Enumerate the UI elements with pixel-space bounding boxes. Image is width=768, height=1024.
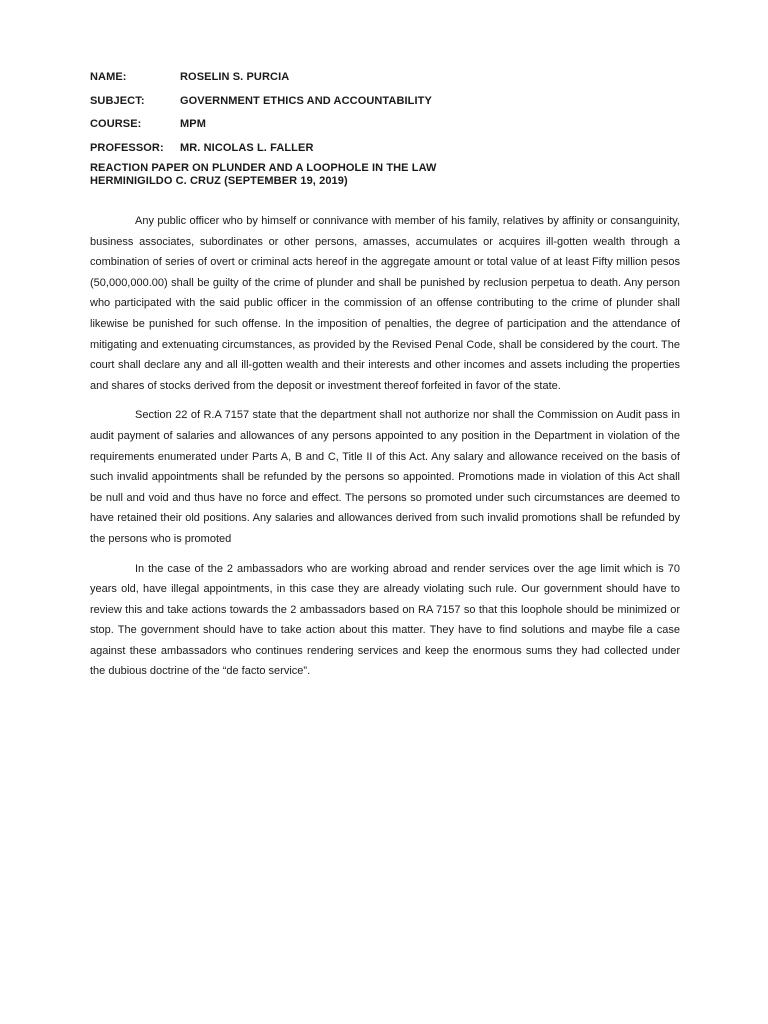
- paper-title: [90, 162, 680, 188]
- subject-label: SUBJECT:: [90, 94, 145, 107]
- paper-body: [90, 211, 680, 682]
- professor-value: MR. NICOLAS L. FALLER: [180, 141, 314, 154]
- professor-label: PROFESSOR:: [90, 141, 164, 154]
- paper-title-line-1: REACTION PAPER ON PLUNDER AND A LOOPHOLE IN THE LAW: [90, 162, 437, 174]
- header-professor-row: [90, 141, 680, 156]
- header-name-row: [90, 70, 680, 85]
- name-label: NAME:: [90, 71, 127, 83]
- subject-value: GOVERNMENT ETHICS AND ACCOUNTABILITY: [180, 94, 432, 107]
- course-value: MPM: [180, 118, 206, 130]
- paragraph-2: Section 22 of R.A 7157 state that the department shall not authorize nor shall the Commission on Audit pass in audit payment of salaries and allowances of any persons appointed to any position in the Department in violation of the requirements enumerated under Parts A, B and C, Title II of this Act. Any salary and allowance received on the basis of such invalid appointments shall be refunded by the persons so appointed. Promotions made in violation of this Act shall be null and void and thus have no force and effect. The persons so promoted under such circumstances are deemed to have retained their old positions. Any salaries and allowances derived from such invalid promotions shall be refunded by the persons who is promoted: [90, 409, 680, 545]
- document-page: [90, 70, 680, 691]
- paper-title-line-2: HERMINIGILDO C. CRUZ (SEPTEMBER 19, 2019): [90, 175, 348, 187]
- header-subject-row: [90, 94, 680, 109]
- paragraph-3: In the case of the 2 ambassadors who are working abroad and render services over the age limit which is 70 years old, have illegal appointments, in this case they are already violating such rule. Our government should have to review this and take actions towards the 2 ambassadors based on RA 7157 so that this loophole should be minimized or stop. The government should have to take action about this matter. They have to find solutions and maybe file a case against these ambassadors who continues rendering services and keep the enormous sums they had collected under the dubious doctrine of the “de facto service”.: [90, 562, 680, 678]
- course-label: COURSE:: [90, 118, 142, 130]
- paragraph-1: Any public officer who by himself or connivance with member of his family, relatives by affinity or consanguinity, business associates, subordinates or other persons, amasses, accumulates or acquires ill-gotten wealth through a combination of series of overt or criminal acts hereof in the aggregate amount or total value of at least Fifty million pesos (50,000,000.00) shall be guilty of the crime of plunder and shall be punished by reclusion perpetua to death. Any person who participated with the said public officer in the commission of an offense contributing to the crime of plunder shall likewise be punished for such offense. In the imposition of penalties, the degree of participation and the attendance of mitigating and extenuating circumstances, as provided by the Revised Penal Code, shall be considered by the court. The court shall declare any and all ill-gotten wealth and their interests and other incomes and assets including the properties and shares of stocks derived from the deposit or investment thereof forfeited in favor of the state.: [90, 215, 680, 392]
- name-value: ROSELIN S. PURCIA: [180, 71, 290, 83]
- header-course-row: [90, 117, 680, 132]
